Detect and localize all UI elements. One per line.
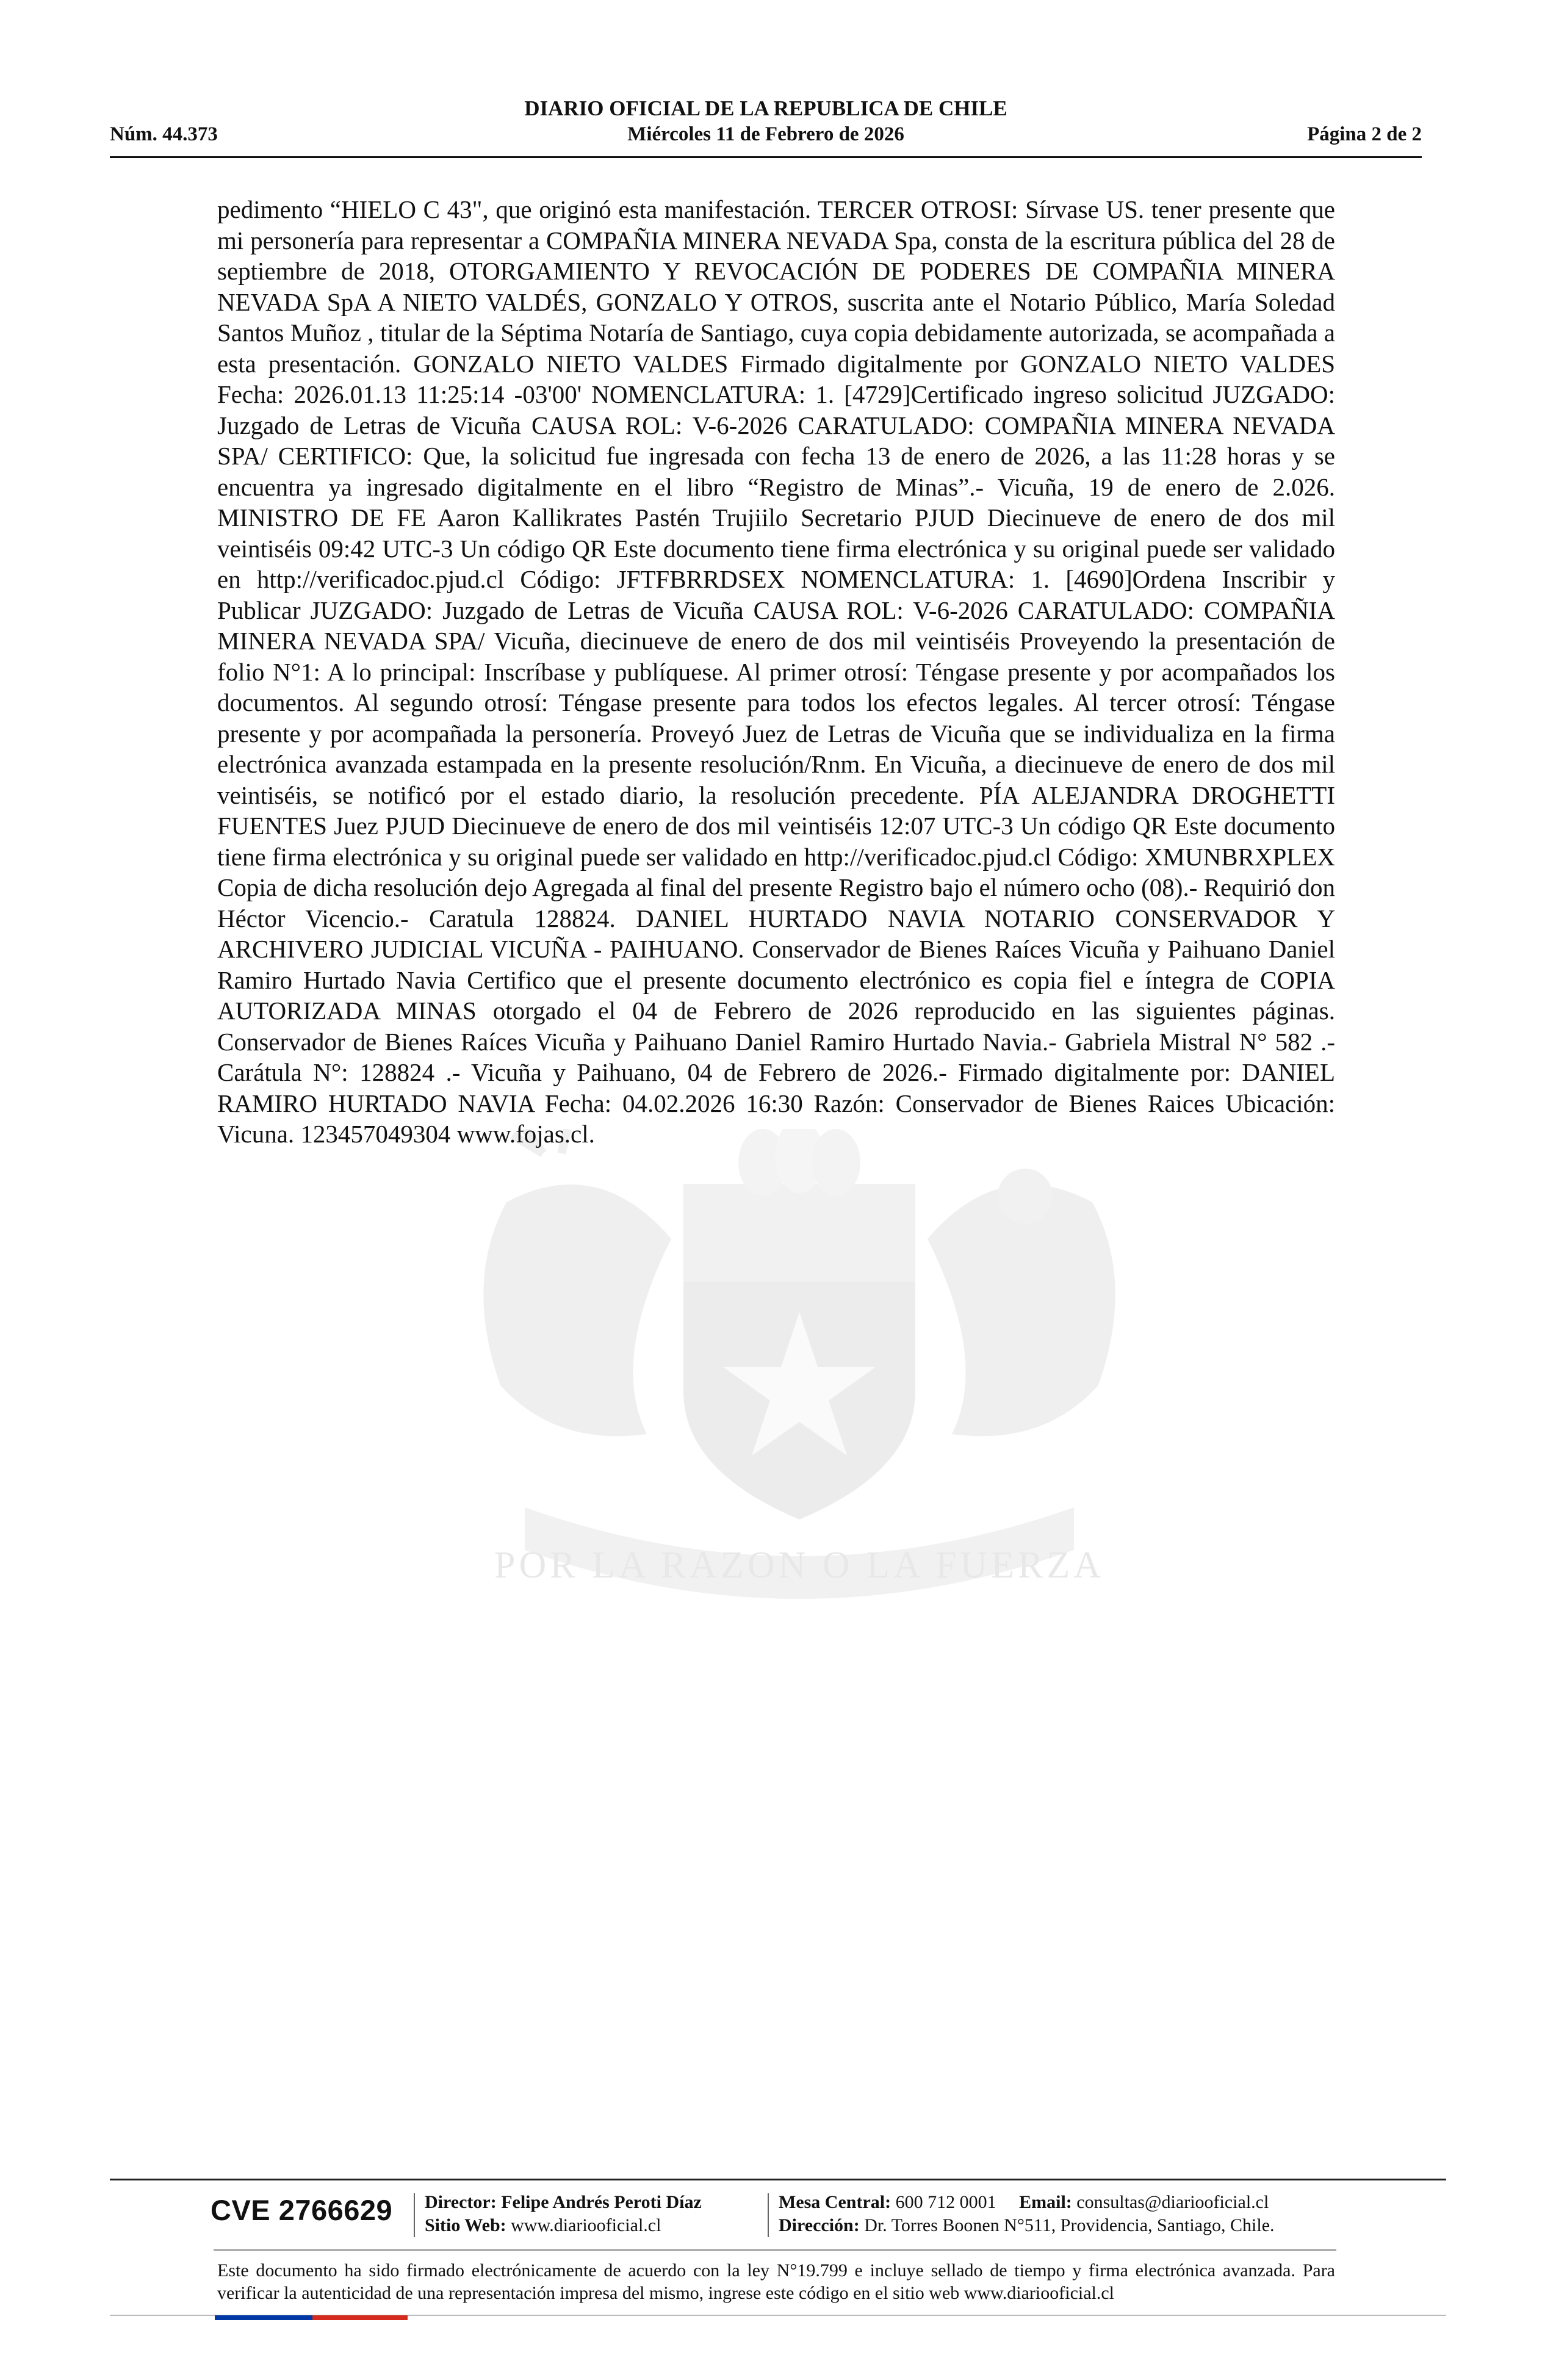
address-label: Dirección: <box>779 2215 860 2235</box>
footer-director-block <box>425 2191 702 2237</box>
issue-number: Núm. 44.373 <box>110 123 218 145</box>
footer-divider-top <box>110 2179 1446 2180</box>
page-header <box>110 93 1422 154</box>
footer-separator <box>414 2193 415 2237</box>
address-value: Dr. Torres Boonen N°511, Providencia, Santiago, Chile. <box>864 2215 1275 2235</box>
cve-code: CVE 2766629 <box>211 2194 393 2226</box>
flag-stripe-blue <box>215 2315 312 2320</box>
legal-notice: Este documento ha sido firmado electrónicamente de acuerdo con la ley N°19.799 e incluye sellado de tiempo y firma electrónica avanzada. Para verificar la autenticidad de una representación impresa del mismo, ingrese este código en el sitio web www.diariooficial.cl <box>217 2260 1335 2303</box>
phone-value: 600 712 0001 <box>895 2192 996 2212</box>
issue-date: Miércoles 11 de Febrero de 2026 <box>627 123 904 145</box>
flag-stripe-red <box>312 2315 408 2320</box>
footer-separator <box>768 2193 769 2237</box>
coat-of-arms-watermark-icon <box>342 1129 1257 1678</box>
email-label: Email: <box>1019 2192 1072 2212</box>
body-paragraph: pedimento “HIELO C 43", que originó esta manifestación. TERCER OTROSI: Sírvase US. tener presente que mi personería para representar a COMPAÑIA MINERA NEVADA Spa, consta de la escritura pública del 28 de septiembre de 2018, OTORGAMIENTO Y REVOCACIÓN DE PODERES DE COMPAÑIA MINERA NEVADA SpA A NIETO VALDÉS, GONZALO Y OTROS, suscrita ante el Notario Público, María Soledad Santos Muñoz , titular de la Séptima Notaría de Santiago, cuya copia debidamente autorizada, se acompañada a esta presentación. GONZALO NIETO VALDES Firmado digitalmente por GONZALO NIETO VALDES Fecha: 2026.01.13 11:25:14 -03'00' NOMENCLATURA: 1. [4729]Certificado ingreso solicitud JUZGADO: Juzgado de Letras de Vicuña CAUSA ROL: V-6-2026 CARATULADO: COMPAÑIA MINERA NEVADA SPA/ CERTIFICO: Que, la solicitud fue ingresada con fecha 13 de enero de 2026, a las 11:28 horas y se encuentra ya ingresado digitalmente en el libro “Registro de Minas”.- Vicuña, 19 de enero de 2.026. MINISTRO DE FE Aaron Kallikrates Pastén Trujiilo Secretario PJUD Diecinueve de enero de dos mil veintiséis 09:42 UTC-3 Un código QR Este documento tiene firma electrónica y su original puede ser validado en http://verificadoc.pjud.cl Código: JFTFBRRDSEX NOMENCLATURA: 1. [4690]Ordena Inscribir y Publicar JUZGADO: Juzgado de Letras de Vicuña CAUSA ROL: V-6-2026 CARATULADO: COMPAÑIA MINERA NEVADA SPA/ Vicuña, diecinueve de enero de dos mil veintiséis Proveyendo la presentación de folio N°1: A lo principal: Inscríbase y publíquese. Al primer otrosí: Téngase presente y por acompañados los documentos. Al segundo otrosí: Téngase presente para todos los efectos legales. Al tercer otrosí: Téngase presente y por acompañada la personería. Proveyó Juez de Letras de Vicuña que se individualiza en la firma electrónica avanzada estampada en la presente resolución/Rnm. En Vicuña, a diecinueve de enero de dos mil veintiséis, se notificó por el estado diario, la resolución precedente. PÍA ALEJANDRA DROGHETTI FUENTES Juez PJUD Diecinueve de enero de dos mil veintiséis 12:07 UTC-3 Un código QR Este documento tiene firma electrónica y su original puede ser validado en http://verificadoc.pjud.cl Código: XMUNBRXPLEX Copia de dicha resolución dejo Agregada al final del presente Registro bajo el número ocho (08).- Requirió don Héctor Vicencio.- Caratula 128824. DANIEL HURTADO NAVIA NOTARIO CONSERVADOR Y ARCHIVERO JUDICIAL VICUÑA - PAIHUANO. Conservador de Bienes Raíces Vicuña y Paihuano Daniel Ramiro Hurtado Navia Certifico que el presente documento electrónico es copia fiel e íntegra de COPIA AUTORIZADA MINAS otorgado el 04 de Febrero de 2026 reproducido en las siguientes páginas. Conservador de Bienes Raíces Vicuña y Paihuano Daniel Ramiro Hurtado Navia.- Gabriela Mistral N° 582 .- Carátula N°: 128824 .- Vicuña y Paihuano, 04 de Febrero de 2026.- Firmado digitalmente por: DANIEL RAMIRO HURTADO NAVIA Fecha: 04.02.2026 16:30 Razón: Conservador de Bienes Raices Ubicación: Vicuna. 123457049304 www.fojas.cl. <box>217 195 1335 1148</box>
phone-label: Mesa Central: <box>779 2192 891 2212</box>
email-link[interactable]: consultas@diariooficial.cl <box>1076 2192 1269 2212</box>
director-name: Felipe Andrés Peroti Díaz <box>501 2192 702 2212</box>
site-link[interactable]: www.diariooficial.cl <box>511 2215 661 2235</box>
site-label: Sitio Web: <box>425 2215 506 2235</box>
footer-contact-block <box>779 2191 1275 2237</box>
publication-title: DIARIO OFICIAL DE LA REPUBLICA DE CHILE <box>524 96 1007 120</box>
watermark-motto: POR LA RAZON O LA FUERZA <box>494 1545 1105 1586</box>
header-divider <box>110 156 1422 158</box>
director-label: Director: <box>425 2192 497 2212</box>
footer-divider-mid <box>214 2249 1336 2251</box>
page-number: Página 2 de 2 <box>1307 123 1422 145</box>
